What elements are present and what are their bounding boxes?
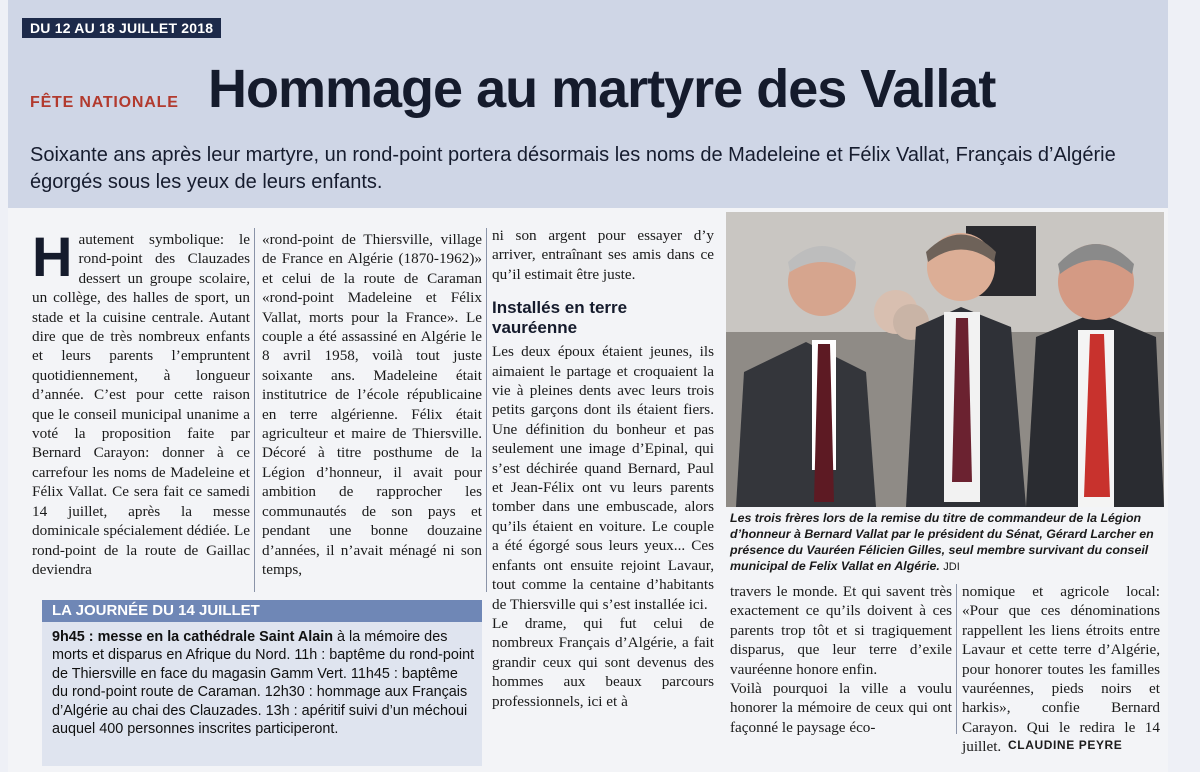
rubric-label: FÊTE NATIONALE [30, 94, 179, 111]
article-text: Le drame, qui fut celui de nombreux Français d’Algérie, a fait grandir ceux qui sont devenus des hommes aux beaux parcours professionnels, ici et à [492, 614, 714, 710]
schedule-lead: 9h45 : messe en la cathédrale Saint Alain [52, 629, 334, 645]
article-author: CLAUDINE PEYRE [1008, 738, 1123, 752]
photo-credit: JDI [943, 561, 960, 573]
article-text: ni son argent pour essayer d’y arriver, entraînant ses amis dans ce qu’il estimait être juste. [492, 227, 714, 283]
schedule-box [42, 600, 482, 766]
article-photo [726, 212, 1164, 507]
issue-date: DU 12 AU 18 JUILLET 2018 [22, 18, 221, 38]
article-text: «rond-point de Thiersville, village de France en Algérie (1870-1962)» et celui de la route de Caraman «rond-point Madeleine et Félix Vallat, morts pour la France». Le couple a été assassiné en Algérie le 8 avril 1958, voilà tout juste soixante ans. Madeleine était institutrice de l’école républicaine en terre algérienne. Félix était agriculteur et maire de Thiersville. Décoré à titre posthume de la Légion d’honneur, il avait pour ambition de rapprocher les communautés de son pays et pendant une bonne douzaine d’années, il n’avait ménagé ni son temps, [262, 231, 482, 578]
photo-caption [730, 510, 1160, 575]
article-text: travers le monde. Et qui savent très exactement ce qu’ils doivent à ces parents trop tôt et si tragiquement disparus, que leur terre d’exile vauréenne honore enfin. [730, 583, 952, 678]
column-divider [254, 228, 255, 592]
article-text: autement symbolique: le rond-point des Clauzades dessert un groupe scolaire, un collège, des halles de sport, un stade et la cuisine centrale. Autant dire que de très nombreux enfants et leurs parents l’empruntent quotidiennement, à longueur d’année. C’est pour cette raison que le conseil municipal unanime a voté la proposition faite par Bernard Carayon: donner à ce carrefour les noms de Madeleine et Félix Vallat. Ce sera fait ce samedi 14 juillet, après la messe dominicale spécialement dédiée. Le rond-point de la route de Gaillac deviendra [32, 231, 250, 578]
article-standfirst: Soixante ans après leur martyre, un rond-point portera désormais les noms de Madeleine et Félix Vallat, Français d’Algérie égorgés sous les yeux de leurs enfants. [30, 144, 1116, 193]
article-column-5 [962, 582, 1160, 757]
column-divider [956, 584, 957, 734]
photo-three-brothers [726, 212, 1164, 507]
drop-cap: H [32, 225, 73, 288]
column-divider [486, 228, 487, 592]
article-text: Voilà pourquoi la ville a voulu honorer la mémoire de ceux qui ont façonné le paysage éco- [730, 680, 952, 736]
article-headline: Hommage au martyre des Vallat [208, 59, 996, 119]
article-text: Les deux époux étaient jeunes, ils aimaient le partage et croquaient la vie à pleines dents avec leurs trois petits garçons dont ils étaient fiers. Une définition du bonheur et pas seulement une image d’Epinal, qui s’est déchirée quand Bernard, Paul et Jean-Félix ont vu leurs parents tomber dans une embuscade, alors qu’ils étaient en voiture. Le couple a été égorgé sous leurs yeux... Ces enfants ont ensuite rejoint Lavaur, tout comme la centaine d’habitants de Thiersville qui s’est installée ici. [492, 343, 714, 613]
photo-caption-text: Les trois frères lors de la remise du titre de commandeur de la Légion d’honneur à Bernard Vallat par le président du Sénat, Gérard Larcher en présence du Vauréen Félicien Gilles, seul membre survivant du conseil municipal de Felix Vallat en Algérie. [730, 511, 1154, 573]
schedule-text: à la mémoire des morts et disparus en Afrique du Nord. 11h : baptême du rond-point de Thiersville en face du magasin Gamm Vert. 11h45 : baptême du rond-point route de Caraman. 12h30 : hommage aux Français d’Algérie au chai des Clauzades. 13h : apéritif suivi d’un méchoui auquel 400 personnes inscrites participeront. [52, 629, 475, 738]
article-column-1 [32, 225, 250, 579]
article-text: nomique et agricole local: «Pour que ces dénominations rappellent les liens étroits entre Lavaur et cette terre d’Algérie, pour honorer toutes les familles vauréennes, pieds noirs et harkis», confie Bernard Carayon. Qui le redira le 14 juillet. [962, 583, 1160, 756]
schedule-box-title: LA JOURNÉE DU 14 JUILLET [42, 600, 482, 622]
article-column-3 [492, 226, 714, 711]
article-subheading: Installés en terre vauréenne [492, 298, 628, 338]
newspaper-page [8, 0, 1168, 772]
article-column-2 [262, 230, 482, 579]
article-column-4 [730, 582, 952, 737]
schedule-box-body [42, 622, 482, 738]
